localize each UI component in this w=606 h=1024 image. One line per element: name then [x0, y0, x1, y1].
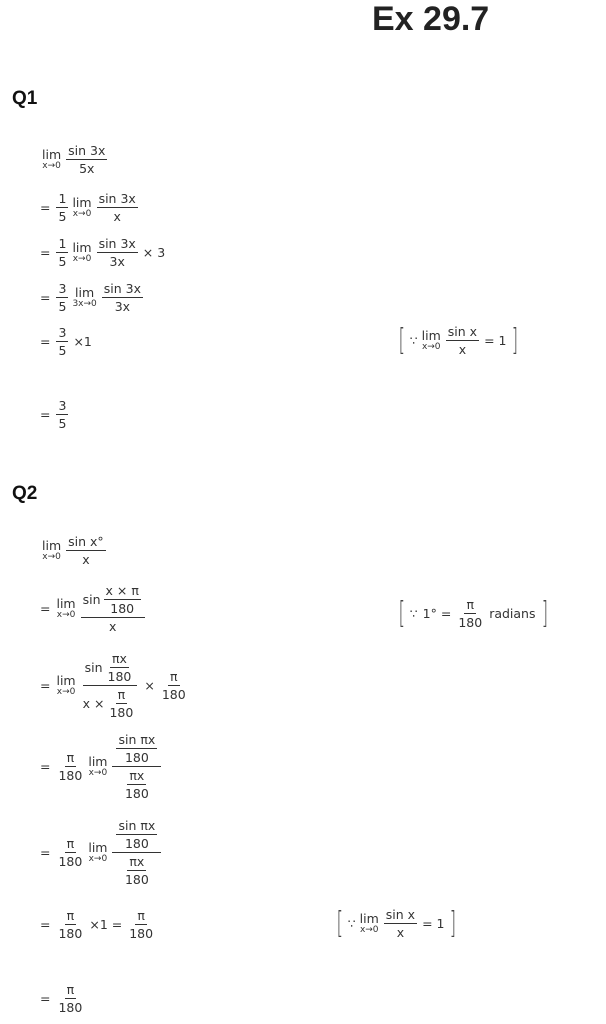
left-bracket: [ — [398, 595, 406, 631]
compound-fraction: $\frac{\frac{\text{sin πx}}{180}}{\frac{\pi x}{180}}$ — [112, 732, 161, 801]
fraction: $\frac{\pi}{180}$ — [58, 982, 83, 1015]
limit-operator: lim x→0 — [56, 673, 76, 697]
q1-step-2: = $\frac{1}{5}$ lim x→0 $\frac{\sin 3x}{x}$ — [40, 191, 136, 224]
coefficient: $\frac{3}{5}$ — [58, 325, 67, 358]
q1-step-4: = $\frac{3}{5}$ lim 3x→0 $\frac{\sin 3x}{3x}$ — [40, 281, 141, 314]
limit-operator: lim x→0 — [42, 147, 62, 171]
limit-operator: lim x→0 — [421, 328, 441, 352]
limit-operator: lim x→0 — [359, 911, 379, 935]
fraction: $\frac{\sin 3x}{3x}$ — [98, 236, 136, 269]
fraction: $\frac{\sin 3x}{5x}$ — [68, 143, 106, 176]
coefficient: $\frac{1}{5}$ — [58, 236, 67, 269]
q1-answer: = $\frac{3}{5}$ — [40, 398, 67, 431]
coefficient: $\frac{\pi}{180}$ — [58, 836, 83, 869]
page-title: Ex 29.7 — [372, 0, 490, 38]
fraction: sin $\frac{x \times \pi}{180}$ x — [81, 583, 145, 634]
limit-operator: lim 3x→0 — [72, 285, 97, 309]
q2-step-4: = $\frac{\pi}{180}$ lim x→0 $\frac{\frac{\text{sin πx}}{180}}{\frac{\pi x}{180}}$ — [40, 732, 163, 801]
q2-degree-conversion-note: [ ∵ 1° = $\frac{\pi}{180}$ radians ] — [398, 595, 548, 631]
q2-standard-limit-note: [ ∵ lim x→0 $\frac{\text{sin x}}{x}$ = 1 ] — [336, 905, 457, 941]
fraction: $\frac{\pi}{180}$ — [129, 908, 154, 941]
q1-step-1 — [40, 143, 109, 176]
coefficient: $\frac{3}{5}$ — [58, 281, 67, 314]
limit-operator: lim x→0 — [88, 754, 108, 778]
fraction: $\frac{\sin 3x}{x}$ — [98, 191, 136, 224]
fraction: $\frac{\text{sin x}}{x}$ — [447, 324, 478, 357]
fraction: sin $\frac{\pi x}{180}$ x × $\frac{\pi}{180}$ — [81, 651, 140, 720]
q1-step-5: = $\frac{3}{5}$ ×1 — [40, 325, 92, 358]
q2-step-6: = $\frac{\pi}{180}$ ×1 = $\frac{\pi}{180}$ — [40, 908, 154, 941]
q2-step-1 — [40, 534, 108, 567]
left-bracket: [ — [398, 322, 406, 358]
coefficient: $\frac{\pi}{180}$ — [58, 750, 83, 783]
limit-operator: lim x→0 — [72, 240, 92, 264]
because-symbol: ∵ — [347, 916, 356, 931]
right-bracket: ] — [512, 322, 519, 358]
fraction: $\frac{\pi}{180}$ — [161, 669, 186, 702]
left-bracket: [ — [336, 905, 344, 941]
limit-operator: lim x→0 — [88, 840, 108, 864]
question-label-q2: Q2 — [12, 483, 38, 504]
question-label-q1: Q1 — [12, 88, 38, 109]
q2-step-5: = $\frac{\pi}{180}$ lim x→0 $\frac{\frac{\text{sin πx}}{180}}{\frac{\pi x}{180}}$ — [40, 818, 163, 887]
q2-step-2: = lim x→0 sin $\frac{x \times \pi}{180}$ x — [40, 583, 147, 634]
fraction: $\frac{\sin 3x}{3x}$ — [103, 281, 141, 314]
compound-fraction: $\frac{\frac{\text{sin πx}}{180}}{\frac{\pi x}{180}}$ — [112, 818, 161, 887]
q2-answer: = $\frac{\pi}{180}$ — [40, 982, 83, 1015]
q1-step-3: = $\frac{1}{5}$ lim x→0 $\frac{\sin 3x}{3x}$ × 3 — [40, 236, 166, 269]
fraction: $\frac{\text{sin x}}{x}$ — [385, 907, 416, 940]
q1-standard-limit-note: [ ∵ lim x→0 $\frac{\text{sin x}}{x}$ = 1 ] — [398, 322, 519, 358]
because-symbol: ∵ — [409, 606, 418, 621]
fraction: $\frac{3}{5}$ — [58, 398, 67, 431]
because-symbol: ∵ — [409, 333, 418, 348]
coefficient: $\frac{1}{5}$ — [58, 191, 67, 224]
right-bracket: ] — [450, 905, 457, 941]
fraction: $\frac{\text{sin x°}}{x}$ — [68, 534, 104, 567]
fraction: $\frac{\pi}{180}$ — [458, 597, 483, 630]
limit-operator: lim x→0 — [42, 538, 62, 562]
limit-operator: lim x→0 — [56, 596, 76, 620]
coefficient: $\frac{\pi}{180}$ — [58, 908, 83, 941]
q2-step-3: = lim x→0 sin $\frac{\pi x}{180}$ x × $\frac{\pi}{180}$ × $\frac{\pi}{180}$ — [40, 651, 186, 720]
right-bracket: ] — [541, 595, 548, 631]
limit-operator: lim x→0 — [72, 195, 92, 219]
